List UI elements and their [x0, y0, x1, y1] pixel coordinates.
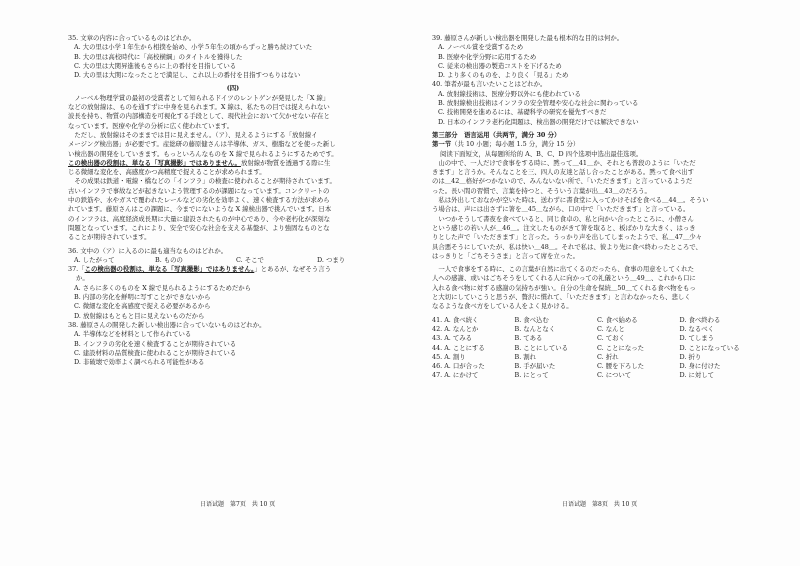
- cloze-line: 山の中で、一人だけで食事をする時に、黙って＿41＿か、それとも普段のように「いただ: [432, 158, 696, 167]
- cloze-line: なるような食べ方をしている人をよく見かける。: [432, 302, 573, 311]
- passage-line: ノーベル物理学賞の最初の受賞者として知られるドイツのレントゲンが発見した「X 線」: [68, 93, 330, 102]
- cloze-line: 私は外出しておなかが空いた時は、送わずに書食堂に入ってかけそばを食べる＿44＿。そうい: [432, 196, 709, 205]
- passage-line: のインフラは、高度経済成長期に大量に建設されたものが中心であり、今や老朽化が深刻な: [68, 214, 331, 223]
- q38-option-b: B. インフラの劣化を速く検査することが期待されている: [74, 339, 237, 348]
- right-column: [432, 34, 762, 381]
- cloze-line: と大切にしていこうと思うが、贅沢に慣れて、「いただきます」と言わなかったら、悲しく: [432, 293, 691, 302]
- q43-option-b: B. てある: [514, 334, 543, 343]
- q45-option-d: D. 折り: [679, 352, 702, 361]
- q43-option-a: 43. A. てみる: [432, 334, 473, 343]
- cloze-line: った。長い間の習慣で、言葉を持つと、そういう言葉が出＿43＿のだろう。: [432, 186, 651, 195]
- cloze-line: 一人で食事をする時に、この言葉が自然に出てくるのだったら、食事の用意をしてくれた: [432, 265, 695, 274]
- q43-option-c: C. ておく: [597, 334, 625, 343]
- cloze-line: 人への感謝、或いはごちそうをしてくれる人に向かっての礼儀という＿49＿、これから口に: [432, 274, 696, 283]
- q40-option-a: A. 放射線技術は、医療分野以外にも使われている: [438, 89, 581, 98]
- q42-option-c: C. なんと: [597, 324, 625, 333]
- q45-option-b: B. 割れ: [514, 352, 537, 361]
- passage-line: ることが期待されています。: [68, 233, 151, 242]
- cloze-line: のは＿42＿格好がつかないので、みんないない所で、「いただきます」と言っているようだ: [432, 177, 693, 186]
- q44-option-b: B. ことにしている: [514, 343, 568, 352]
- q39-option-c: C. 従来の検出器の製造コストを下げるため: [438, 61, 562, 70]
- q46-option-d: D. 身に付けた: [679, 362, 721, 371]
- section1-heading: [432, 140, 762, 149]
- q35-option-d: D. 大の里は大関になったことで満足し、これ以上の番付を目指すつもりはない: [74, 71, 301, 80]
- left-column: [68, 34, 398, 367]
- passage-line: い検出器の開発をしていきます。もっといろんなものを X 線で見られるようにするためです。: [68, 149, 338, 158]
- footer-page-7: 日语试题 第7页 共 10 页: [200, 501, 276, 508]
- cloze-line: 具合悪そうにしていたが、私は快い＿48＿。それで私は、彼より先に食べ終わったところで、: [432, 242, 702, 251]
- q47-option-d: D. に対して: [679, 371, 715, 380]
- q47-option-a: 47. A. にかけて: [432, 371, 479, 380]
- q36-options: [68, 256, 398, 265]
- q38-option-c: C. 建設材料の品質検査に使われることが期待されている: [74, 348, 237, 357]
- q41-option-b: B. 食べ込む: [514, 315, 549, 324]
- q35-option-c: C. 大の里は大関昇進後もさらに上の番付を目指している: [74, 61, 237, 70]
- passage-line: れています。藤原さんはこの課題に、今までにないような X 線検出器で挑んでいます。日本: [68, 205, 332, 214]
- cloze-line: りとした声で「いただきます」と言った。うっかり声を出してしまったようで、私＿47＿少々: [432, 233, 703, 242]
- q41-option-c: C. 食べ始める: [597, 315, 638, 324]
- passage-line: その成果は鉄道・電線・橋などの「インフラ」の検査に使われることが期待されています。: [68, 177, 336, 186]
- q39-option-a: A. ノーベル賞を受賞するため: [438, 43, 524, 52]
- passage-underlined-sentence: この検出器の役割は、単なる「写真撮影」ではありません。: [68, 158, 241, 167]
- part3-title: 第三部分 语言运用（共两节，满分 30 分）: [432, 130, 561, 139]
- q39-stem: 39. 藤原さんが新しい検出器を開発した最も根本的な目的は何か。: [432, 34, 624, 42]
- q37-option-a: A. さらに多くのものを X 線で見られるようにするためだから: [74, 283, 252, 292]
- q43-option-d: D. てしまう: [679, 334, 715, 343]
- q40-option-c: C. 技術開発を進めるには、基礎科学の研究を優先すべきだ: [438, 108, 607, 117]
- q36-option-a: A. したがって: [74, 255, 115, 264]
- passage-line: 問題となっています。これにより、安全で安心な社会を支える基盤が、より強固なものとな: [68, 223, 330, 232]
- q42-option-b: B. なんとなく: [514, 324, 556, 333]
- q47-option-b: B. にとって: [514, 371, 549, 380]
- q38-stem: 38. 藤原さんの開発した新しい検出器に合っていないものはどれか。: [68, 320, 266, 329]
- passage-line-tail: 放射線が物質を透過する際に生: [240, 158, 331, 167]
- q43-options: [432, 334, 762, 343]
- q41-options: [432, 316, 762, 325]
- q37-stem-cont: か。: [76, 274, 89, 283]
- q36-option-b: B. ものの: [155, 255, 183, 264]
- cloze-line: 入れる食べ物に対する感謝の気持ちが強い。自分の生命を保続＿50＿てくれる食べ物をもっ: [432, 283, 696, 292]
- q44-option-d: D. ことになっている: [679, 343, 740, 352]
- cloze-instruction: 阅读下面短文，从每题所给的 A、B、C、D 四个选项中选出最佳选项。: [440, 149, 643, 158]
- q35-stem: 35. 文章の内容に合っているものはどれか。: [68, 34, 196, 42]
- q47-options: [432, 371, 762, 380]
- q40-option-d: D. 日本のインフラ老朽化問題は、検出器の開発だけでは解決できない: [438, 117, 639, 126]
- passage-line: なっています。医療や化学の分析に広く使われています。: [68, 121, 234, 130]
- passage-line: メージング検出器」が必要です。産総研の藤原健さんは半導体、ガス、樹脂などを使った新し: [68, 140, 336, 149]
- q37-quote: この検出器の役割は、単なる「写真撮影」ではありません。: [84, 265, 255, 274]
- q44-option-a: 44. A. ことにする: [432, 343, 485, 352]
- section-4-title: (四): [226, 84, 240, 93]
- section1-desc: （共 10 小题；每小题 1.5 分，满分 15 分）: [451, 140, 580, 149]
- q46-options: [432, 362, 762, 371]
- q40-stem: 40. 筆者が最も言いたいことはどれか。: [432, 80, 547, 89]
- q37-stem: 37.「この検出器の役割は、単なる「写真撮影」ではありません。」とあるが、なぜそう言う: [68, 265, 331, 274]
- q44-option-c: C. ことになった: [597, 343, 645, 352]
- cloze-line: はっきりと「ごちそうさま」と言って席を立った。: [432, 251, 579, 260]
- q42-option-a: 42. A. なんとか: [432, 324, 479, 333]
- q35-option-b: B. 大の里は高校時代に「高校横綱」のタイトルを獲得した: [74, 52, 243, 61]
- q42-option-d: D. なるべく: [679, 324, 715, 333]
- q40-option-b: B. 放射線検出技術はインフラの安全管理や安心な社会に関わっている: [438, 99, 639, 108]
- cloze-line: う場合は、声には出さずに箸を＿45＿ながら、口の中で「いただきます」と言っている。: [432, 205, 690, 214]
- q46-option-c: C. 腰を下ろした: [597, 362, 645, 371]
- passage-line: ただし、放射線はそのままでは目に見えません。（ア）、見えるようにする「放射線イ: [68, 130, 318, 139]
- q38-option-d: D. 非破壊で効率よく調べられる可能性がある: [74, 358, 205, 367]
- passage-line: 古いインフラで事故などが起きないよう管理するのが課題になっています。コンクリートの: [68, 186, 330, 195]
- q45-option-c: C. 折れ: [597, 352, 619, 361]
- q46-option-b: B. 手が届いた: [514, 362, 556, 371]
- q39-option-d: D. より多くのものを、より良く「見る」ため: [438, 71, 569, 80]
- section1-title: 第一节: [432, 140, 452, 149]
- q41-option-a: 41. A. 食べ続く: [432, 315, 479, 324]
- q37-option-c: C. 微細な変化を高感度で捉える必要があるから: [74, 302, 211, 311]
- q36-option-c: C. そこで: [236, 255, 264, 264]
- cloze-line: いつかそうして書夜を食べていると、同じ食卓の、私と向かい合ったところに、小僧さん: [432, 214, 694, 223]
- q35-option-a: A. 大の里は小学１年生から相撲を始め、小学５年生の頃からずっと勝ち続けていた: [74, 43, 313, 52]
- cloze-line: きます」と言うか。そんなことを三、四人の友達と話し合ったことがある。黙って食べ出す: [432, 168, 695, 177]
- passage-line: [68, 159, 398, 168]
- q36-option-d: D. つまり: [317, 255, 346, 264]
- q37-option-d: D. 放射線はもともと目に見えないものだから: [74, 311, 205, 320]
- q42-options: [432, 325, 762, 334]
- q47-option-c: C. について: [597, 371, 632, 380]
- footer-page-8: 日语试题 第8页 共 10 页: [562, 501, 638, 508]
- q45-option-a: 45. A. 割り: [432, 352, 466, 361]
- q39-option-b: B. 医療や化学分野に応用するため: [438, 52, 537, 61]
- passage-line: などの放射線は、ものを通すずに中身を見られます。X 線は、私たちの目では捉えられない: [68, 103, 330, 112]
- q37-option-b: B. 内部の劣化を鮮明に写すことができないから: [74, 293, 211, 302]
- passage-line: 波長を持ち、物質の内部構造を可視化する手段として、現代社会において欠かせない存在と: [68, 112, 330, 121]
- q45-options: [432, 353, 762, 362]
- passage-line: じる微細な変化を、高感度かつ高精度で捉えることが求められます。: [68, 168, 266, 177]
- passage-line: 中の鉄筋や、水やガスで覆われたレールなどの劣化を効率よく、速く検査する方法が求めら: [68, 196, 330, 205]
- q46-option-a: 46. A. 口が合った: [432, 362, 485, 371]
- q41-option-d: D. 食べ終わる: [679, 315, 721, 324]
- q44-options: [432, 344, 762, 353]
- cloze-line: という感じの若い人が＿46＿。注文したものがきて箸を取ると、板ばかりな大きく、はっき: [432, 223, 696, 232]
- q38-option-a: A. 半導体などを材料として作られている: [74, 330, 192, 339]
- q36-stem: 36. 文中の（ア）に入るのに最も適当なものはどれか。: [68, 246, 228, 255]
